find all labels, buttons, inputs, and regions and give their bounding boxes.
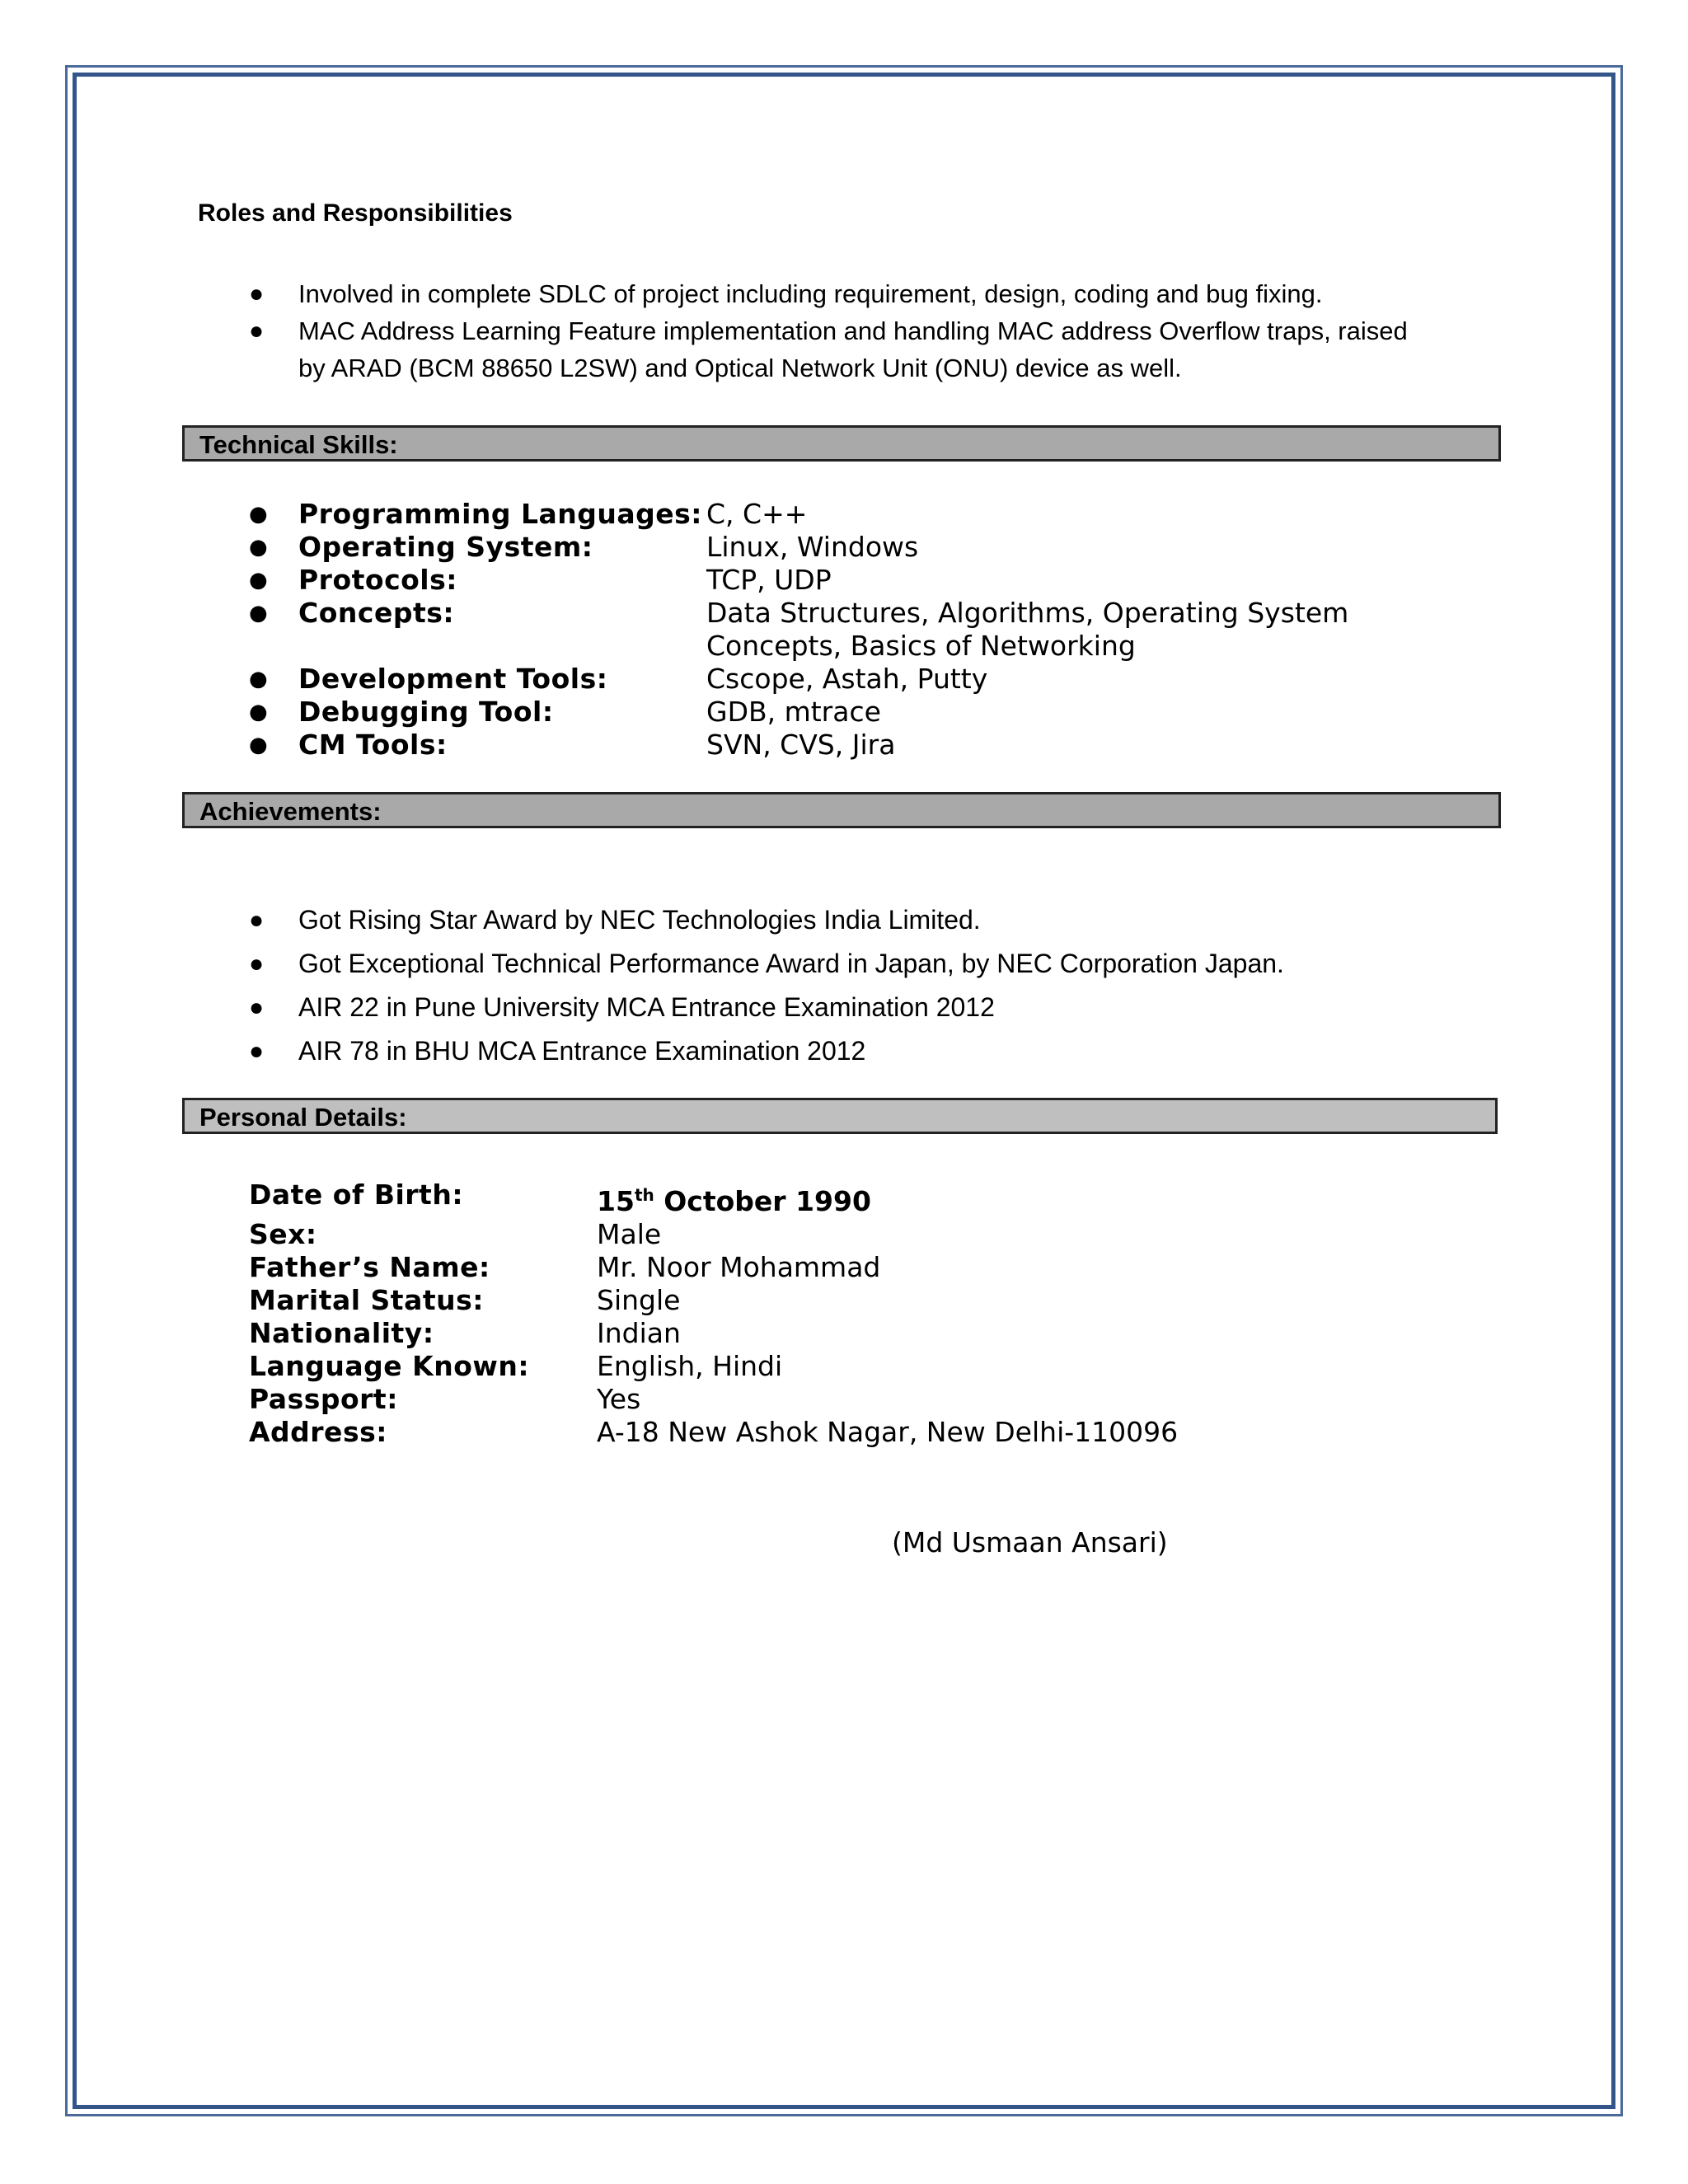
achievement-text: Got Exceptional Technical Performance Award in Japan, by NEC Corporation Japan. <box>298 949 1284 978</box>
skill-label: Operating System: <box>298 531 593 563</box>
personal-row <box>249 1218 1178 1251</box>
skill-label: CM Tools: <box>298 729 448 761</box>
detail-label: Language Known: <box>249 1350 530 1382</box>
skill-value: Linux, Windows <box>706 531 919 563</box>
detail-value: A-18 New Ashok Nagar, New Delhi-110096 <box>597 1416 1179 1448</box>
section-bar-achievements <box>182 792 1501 828</box>
bullet-icon: ● <box>249 502 268 527</box>
detail-label: Nationality: <box>249 1317 434 1349</box>
detail-label: Marital Status: <box>249 1284 484 1316</box>
skill-label: Debugging Tool: <box>298 696 554 728</box>
list-item <box>249 531 1485 564</box>
detail-label: Sex: <box>249 1218 317 1250</box>
skills-list <box>249 498 1485 762</box>
detail-value: English, Hindi <box>597 1350 783 1382</box>
list-item <box>249 597 1485 663</box>
roles-item-text: Involved in complete SDLC of project including requirement, design, coding and bug fixing. <box>298 279 1323 308</box>
roles-list <box>249 275 1436 387</box>
bullet-icon: ● <box>249 700 268 724</box>
detail-value: Yes <box>597 1383 641 1415</box>
dob-rest: October 1990 <box>654 1185 871 1217</box>
skill-value: SVN, CVS, Jira <box>706 729 896 761</box>
bullet-icon: ● <box>249 733 268 757</box>
skill-value: GDB, mtrace <box>706 696 881 728</box>
skill-value: Data Structures, Algorithms, Operating System Concepts, Basics of Networking <box>706 597 1349 662</box>
personal-row <box>249 1416 1178 1449</box>
bullet-icon: ● <box>249 601 268 626</box>
detail-value: Male <box>597 1218 662 1250</box>
bullet-icon: ● <box>249 907 265 934</box>
signature: (Md Usmaan Ansari) <box>892 1526 1168 1558</box>
list-item <box>249 986 1485 1029</box>
bullet-icon: ● <box>249 317 265 344</box>
detail-label: Address: <box>249 1416 387 1448</box>
list-item <box>249 729 1485 762</box>
bullet-icon: ● <box>249 1038 265 1065</box>
skill-value: Cscope, Astah, Putty <box>706 663 988 695</box>
detail-label: Date of Birth: <box>249 1179 464 1211</box>
list-item <box>249 498 1485 531</box>
skill-label: Concepts: <box>298 597 455 629</box>
bullet-icon: ● <box>249 535 268 560</box>
personal-row <box>249 1350 1178 1383</box>
bullet-icon: ● <box>249 950 265 977</box>
list-item <box>249 663 1485 696</box>
detail-value: Indian <box>597 1317 681 1349</box>
list-item <box>249 1029 1485 1073</box>
bullet-icon: ● <box>249 280 265 307</box>
list-item <box>249 312 1436 387</box>
skill-label: Programming Languages: <box>298 498 702 530</box>
bullet-icon: ● <box>249 994 265 1021</box>
roles-item-text: MAC Address Learning Feature implementation and handling MAC address Overflow traps, raised by ARAD (BCM 88650 L2SW) and Optical Network Unit (ONU) device as well. <box>298 316 1408 382</box>
list-item <box>249 275 1436 312</box>
skill-label: Development Tools: <box>298 663 608 695</box>
dob-day: 15 <box>597 1185 635 1217</box>
detail-value <box>597 1179 871 1218</box>
skill-value: TCP, UDP <box>706 564 832 596</box>
detail-label: Father’s Name: <box>249 1251 490 1283</box>
section-bar-personal-details <box>182 1098 1498 1134</box>
detail-value: Single <box>597 1284 681 1316</box>
list-item <box>249 564 1485 597</box>
personal-row <box>249 1317 1178 1350</box>
personal-row <box>249 1383 1178 1416</box>
section-bar-technical-skills <box>182 425 1501 462</box>
list-item <box>249 898 1485 942</box>
personal-row-dob <box>249 1179 1178 1218</box>
bullet-icon: ● <box>249 667 268 691</box>
detail-value: Mr. Noor Mohammad <box>597 1251 881 1283</box>
list-item <box>249 696 1485 729</box>
personal-details <box>249 1179 1178 1449</box>
achievement-text: AIR 78 in BHU MCA Entrance Examination 2012 <box>298 1036 866 1066</box>
personal-row <box>249 1251 1178 1284</box>
section-title: Personal Details: <box>199 1103 407 1132</box>
achievement-text: Got Rising Star Award by NEC Technologies India Limited. <box>298 905 981 935</box>
personal-row <box>249 1284 1178 1317</box>
achievements-list <box>249 898 1485 1073</box>
skill-label: Protocols: <box>298 564 457 596</box>
section-title: Technical Skills: <box>199 430 398 459</box>
skill-value: C, C++ <box>706 498 808 530</box>
section-title: Achievements: <box>199 797 382 826</box>
list-item <box>249 942 1485 986</box>
achievement-text: AIR 22 in Pune University MCA Entrance Examination 2012 <box>298 992 995 1022</box>
bullet-icon: ● <box>249 568 268 593</box>
dob-suffix: th <box>634 1185 654 1205</box>
roles-heading: Roles and Responsibilities <box>198 199 513 227</box>
detail-label: Passport: <box>249 1383 398 1415</box>
